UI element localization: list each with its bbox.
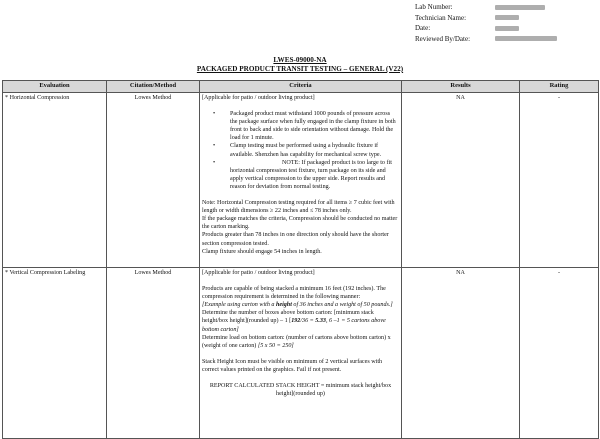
table-row (3, 93, 599, 268)
method-cell: Lowes Method (107, 268, 200, 439)
redacted-value (495, 5, 545, 10)
redacted-value (495, 26, 519, 31)
rating-cell: - (520, 93, 599, 268)
date-label: Date: (415, 24, 431, 33)
result-cell: NA (402, 268, 520, 439)
table-header-row (3, 81, 599, 93)
evaluation-cell: * Vertical Compression Labeling (3, 268, 107, 439)
criteria-cell (200, 93, 402, 268)
criteria-paragraph: Clamp fixture should engage 54 inches in length. (202, 248, 322, 255)
note-body: horizontal compression test fixture, turn package on its side and apply vertical compression to the upper side. Report results and reason for deviation from normal testing. (230, 167, 386, 190)
reviewed-by-label: Reviewed By/Date: (415, 34, 471, 43)
criteria-bullet (222, 159, 399, 191)
result-cell: NA (402, 93, 520, 268)
stack-height-icon-note: Stack Height Icon must be visible on minimum of 2 vertical surfaces with correct values printed on the graphics. Fail if not present. (202, 358, 383, 373)
rating-cell: - (520, 268, 599, 439)
example-note: [Example using carton with a height of 36 inches and a weight of 50 pounds.] (202, 302, 393, 309)
column-header-evaluation: Evaluation (3, 81, 107, 93)
applicability-note: [Applicable for patio / outdoor living product] (202, 270, 315, 276)
criteria-bullets (202, 110, 399, 191)
column-header-method: Citation/Method (107, 81, 200, 93)
load-calculation: Determine load on bottom carton: (number of cartons above bottom carton) x (weight of one carton) [5 x 50 = 250] (202, 334, 391, 349)
criteria-paragraph: Note: Horizontal Compression testing required for all items ≥ 7 cubic feet with length or width dimensions ≥ 22 inches and ≤ 78 inches only. (202, 200, 395, 215)
date-field (415, 23, 598, 34)
criteria-bullet: • Clamp testing must be performed using a hydraulic fixture if available. Shenzhen has capability for mechanical screw type. (222, 142, 399, 158)
criteria-paragraph: If the package matches the criteria, Compression should be conducted no matter the carton marking. (202, 216, 398, 231)
document-id: LWES-09000-NA (273, 56, 327, 64)
boxes-above-calculation: Determine the number of boxes above bottom carton: [minimum stack height/box height](rounded up) – 1 [192/36 = 5.33, 6 –1 = 5 cartons above bottom carton] (202, 310, 386, 333)
redacted-value (495, 15, 519, 20)
column-header-rating: Rating (520, 81, 599, 93)
header-fields (415, 2, 598, 44)
document-title: PACKAGED PRODUCT TRANSIT TESTING – GENERAL (V22) (196, 65, 404, 73)
lab-number-field (415, 2, 598, 13)
applicability-note: [Applicable for patio / outdoor living product] (202, 95, 315, 101)
redacted-value (495, 36, 557, 41)
reviewed-by-field (415, 34, 598, 45)
table-row (3, 268, 599, 439)
criteria-paragraph: Products greater than 78 inches in one direction only should have the shorter section compression tested. (202, 232, 389, 247)
stacking-requirement: Products are capable of being stacked a minimum 16 feet (192 inches). The compression requirement is determined in the following manner: (202, 286, 386, 301)
lab-number-label: Lab Number: (415, 3, 453, 12)
note-heading: • NOTE: If packaged product is too large to fit (282, 159, 392, 166)
criteria-bullet: • Packaged product must withstand 1000 pounds of pressure across the package surface when fully engaged in the clamp fixture in both front to back and side to side orientation without damage. Hold the load for 1 minute. (222, 110, 399, 142)
technician-name-field (415, 13, 598, 24)
report-stack-height: REPORT CALCULATED STACK HEIGHT = minimum stack height/box height](rounded up) (209, 383, 392, 398)
column-header-results: Results (402, 81, 520, 93)
method-cell: Lowes Method (107, 93, 200, 268)
test-spec-table (2, 80, 599, 439)
criteria-cell (200, 268, 402, 439)
column-header-criteria: Criteria (200, 81, 402, 93)
technician-name-label: Technician Name: (415, 13, 467, 22)
evaluation-cell: * Horizontal Compression (3, 93, 107, 268)
